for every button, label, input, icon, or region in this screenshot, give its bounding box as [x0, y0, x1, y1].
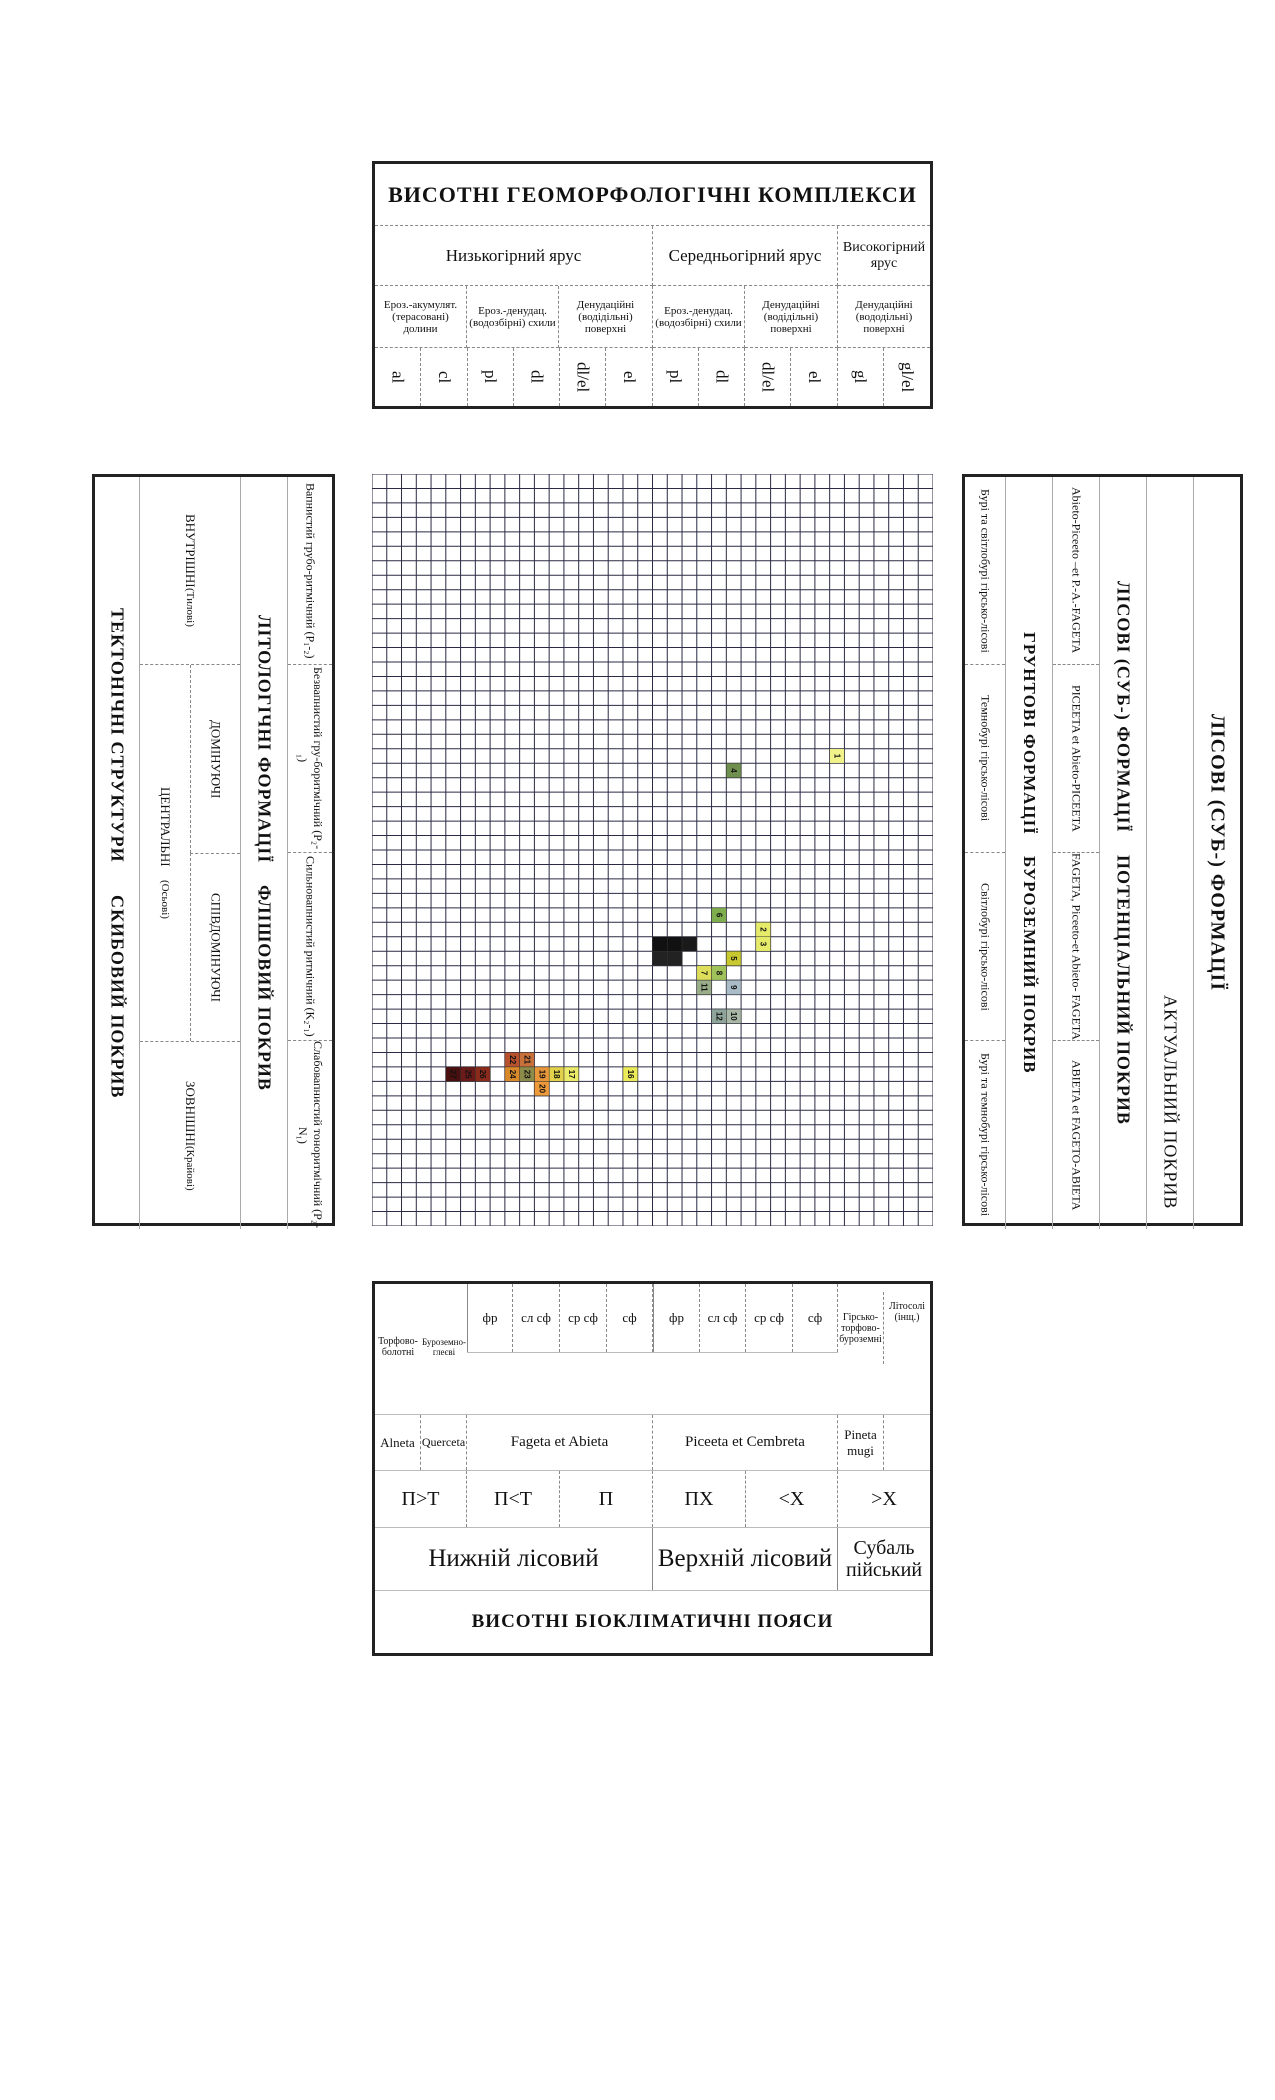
- soils-column: [965, 477, 1005, 1229]
- matrix-cell-number: 16: [625, 1069, 635, 1079]
- soil-label: Гірсько-торфово-буроземні: [838, 1292, 884, 1364]
- matrix-cell-number: 18: [552, 1069, 562, 1079]
- bottom-soils-row: [375, 1284, 930, 1414]
- burozem-cover-label: БУРОЗЕМНИЙ ПОКРИВ: [1020, 856, 1039, 1074]
- tecto-structures-title: ТЕКТОНІЧНІ СТРУКТУРИ: [107, 607, 128, 863]
- divider: [1052, 477, 1053, 1229]
- soil-type-cell: сф: [793, 1284, 838, 1352]
- matrix-cell-number: 8: [714, 970, 724, 976]
- matrix-cell-number: 9: [729, 985, 739, 990]
- code-cell: al: [375, 348, 421, 406]
- soil-type-cell: ср сф: [560, 1284, 607, 1352]
- lith-cell: Слабовапнистий тоноритмічний (P₂-N₁): [296, 1041, 325, 1229]
- forest-formations-title-repeat: ЛІСОВІ (СУБ-) ФОРМАЦІЇ: [1113, 581, 1134, 833]
- code-cell: el: [791, 348, 837, 406]
- matrix-cell-number: 27: [448, 1069, 458, 1079]
- lith-column: [288, 477, 332, 1229]
- code-cell: cl: [421, 348, 467, 406]
- matrix-cell: [667, 951, 682, 965]
- matrix-grid-svg: [372, 474, 933, 1226]
- outer-sublabel: (Крайові): [184, 1145, 196, 1191]
- soil-type-cell: сл сф: [700, 1284, 746, 1352]
- matrix-cell-number: 6: [714, 912, 724, 918]
- matrix-cell-number: 10: [729, 1011, 739, 1021]
- tier-low: Низькогірний ярус: [375, 226, 653, 286]
- soil-formations-title: ГРУНТОВІ ФОРМАЦІЇ: [1020, 632, 1039, 836]
- matrix-cell-number: 26: [478, 1069, 488, 1079]
- subgroup-surfaces-high: Денудаційні (вододільні) поверхні: [838, 286, 930, 348]
- dominant-cell: ДОМІНУЮЧІ: [190, 665, 240, 853]
- matrix-cell-number: 25: [463, 1069, 473, 1079]
- soil-type-cell: ср сф: [746, 1284, 793, 1352]
- formation-cell: PICEETA et Abieto-PICEETA: [1053, 665, 1099, 853]
- divider: [240, 477, 241, 1229]
- outer-label: ЗОВНІШНІ: [183, 1080, 198, 1146]
- matrix-cell-number: 1: [832, 753, 842, 759]
- actual-cover-label: АКТУАЛЬНИЙ ПОКРИВ: [1160, 994, 1181, 1209]
- soil-cell: Бурі та світлобурі гірсько-лісові: [965, 477, 1005, 665]
- divider: [139, 477, 140, 1229]
- divider: [1005, 477, 1006, 1229]
- soil-type-cell: фр: [653, 1284, 700, 1352]
- potential-cover-label: ПОТЕНЦІАЛЬНИЙ ПОКРИВ: [1113, 854, 1134, 1125]
- flysch-cover-label: ФЛІШОВИЙ ПОКРИВ: [254, 885, 275, 1092]
- lith-cell: Сильновапнистий ритмічний (K₂-₁): [288, 853, 332, 1041]
- soil-label: Буроземно-глеєві: [421, 1336, 466, 1357]
- matrix-cell-number: 21: [522, 1055, 532, 1065]
- soil-cell: Темнобурі гірсько-лісові: [965, 665, 1005, 853]
- matrix-cell-number: 7: [699, 970, 709, 976]
- code-cell: pl: [468, 348, 514, 406]
- divider: [287, 477, 288, 1229]
- code-cell: gl/el: [897, 361, 917, 393]
- divider: [1099, 477, 1100, 1229]
- tecto-row: [95, 477, 139, 1229]
- forest-formations-subtitle: [1100, 477, 1146, 1229]
- central-label: ЦЕНТРАЛЬНІ: [158, 787, 173, 867]
- matrix-cell-number: 23: [522, 1069, 532, 1079]
- outer-structure-cell: [140, 1041, 240, 1229]
- subgroup-valleys: Ероз.-акумулят. (терасовані) долини: [375, 286, 467, 348]
- tier-high: Високогірний ярус: [838, 226, 930, 286]
- central-structure-cell: [140, 665, 190, 1041]
- matrix-cell-number: 17: [566, 1069, 576, 1079]
- code-cell: el: [606, 348, 652, 406]
- formation-cell: Abieto-Piceeto –et P.-A.-FAGETA: [1053, 477, 1099, 665]
- matrix-cell: [682, 937, 697, 951]
- matrix-cell-number: 2: [758, 927, 768, 932]
- code-cell: gl: [838, 348, 884, 406]
- matrix-cell-number: 20: [537, 1084, 547, 1094]
- bioclimatic-panel: [372, 1281, 933, 1656]
- soil-label: Літосолі (інщ.): [888, 1301, 926, 1323]
- soil-label: Торфово-болотні: [378, 1335, 418, 1358]
- matrix-cell: [667, 937, 682, 951]
- climate-cell: П>Т: [375, 1471, 467, 1527]
- lith-formations-title: ЛІТОЛОГІЧНІ ФОРМАЦІЇ: [254, 614, 275, 864]
- climate-cell: ПХ: [653, 1471, 746, 1527]
- subgroup-slopes-low: Ероз.-денудац. (водозбірні) схили: [467, 286, 559, 348]
- lith-cell: Вапнистий грубо-ритмічний (P₁-₂): [288, 477, 332, 665]
- code-cell: dl/el: [745, 348, 791, 406]
- climate-cell: П: [560, 1471, 653, 1527]
- matrix-cell: [653, 951, 668, 965]
- formations-column: [1053, 477, 1099, 1229]
- veg-cell: Fageta et Abieta: [467, 1415, 653, 1470]
- matrix-cell-number: 19: [537, 1069, 547, 1079]
- litho-tecto-panel: [92, 474, 335, 1229]
- soil-type-cell: фр: [467, 1284, 513, 1352]
- veg-cell: Alneta: [375, 1415, 421, 1470]
- geomorph-panel: [372, 161, 933, 409]
- central-sublabel: (Осьові): [159, 879, 171, 919]
- climate-cell: <Х: [746, 1471, 838, 1527]
- veg-cell: Pineta mugi: [838, 1415, 884, 1470]
- soil-type-cell: сф: [607, 1284, 653, 1352]
- matrix-cell: [653, 937, 668, 951]
- lith-cell: Безвапнистий гру-боритмічний (P₂-₁): [288, 665, 332, 853]
- divider: [1146, 477, 1147, 1229]
- formation-cell: ABIETA et FAGETO-ABIETA: [1069, 1059, 1084, 1211]
- climate-cell: П<Т: [467, 1471, 560, 1527]
- matrix-grid: [372, 474, 933, 1226]
- lith-row: [241, 477, 287, 1229]
- subgroup-surfaces-mid: Денудаційні (водідільні) поверхні: [745, 286, 838, 348]
- skyba-cover-label: СКИБОВИЙ ПОКРИВ: [107, 895, 128, 1099]
- matrix-cell-number: 3: [758, 941, 768, 947]
- divider: [467, 1352, 838, 1353]
- divider: [1193, 477, 1194, 1229]
- belt-cell: Верхній лісовий: [653, 1528, 838, 1590]
- soil-type-cell: сл сф: [513, 1284, 560, 1352]
- inner-structure-cell: [140, 477, 240, 665]
- belt-cell: Нижній лісовий: [375, 1528, 653, 1590]
- matrix-cell-number: 24: [507, 1069, 517, 1079]
- soil-formations-row: [1006, 477, 1052, 1229]
- belt-cell: Субаль пійський: [845, 1537, 923, 1581]
- matrix-cell-number: 12: [714, 1011, 724, 1021]
- soil-cell: Світлобурі гірсько-лісові: [965, 853, 1005, 1041]
- forest-formations-title: ЛІСОВІ (СУБ-) ФОРМАЦІЇ: [1206, 714, 1229, 992]
- code-cell: dl/el: [560, 348, 606, 406]
- code-cell: dl: [514, 348, 560, 406]
- subgroup-surfaces-low: Денудаційні (водідільні) поверхні: [559, 286, 653, 348]
- forest-soil-panel: [962, 474, 1243, 1226]
- tier-mid: Середньогірний ярус: [653, 226, 838, 286]
- geomorph-title: ВИСОТНІ ГЕОМОРФОЛОГІЧНІ КОМПЛЕКСИ: [375, 164, 930, 226]
- climate-cell: >Х: [871, 1487, 897, 1510]
- veg-cell: Querceta: [421, 1415, 467, 1470]
- code-cell: dl: [699, 348, 745, 406]
- subgroup-slopes-mid: Ероз.-денудац. (водозбірні) схили: [653, 286, 745, 348]
- soil-cell: Бурі та темнобурі гірсько-лісові: [978, 1053, 993, 1217]
- veg-cell: Piceeta et Cembreta: [653, 1415, 838, 1470]
- geomorph-codes-row: [375, 348, 930, 406]
- inner-label: ВНУТРІШНІ: [183, 514, 198, 588]
- matrix-cell-number: 4: [729, 768, 739, 773]
- matrix-cell-number: 11: [699, 983, 709, 992]
- matrix-cell-number: 5: [729, 956, 739, 961]
- codominant-cell: СПІВДОМІНУЮЧІ: [190, 853, 240, 1041]
- tecto-structure-block: [140, 477, 240, 1229]
- formation-cell: FAGETA, Piceeto-et Abieto- FAGETA: [1053, 853, 1099, 1041]
- matrix-cell-number: 22: [507, 1055, 517, 1065]
- bioclimatic-title: ВИСОТНІ БІОКЛІМАТИЧНІ ПОЯСИ: [471, 1611, 834, 1632]
- code-cell: pl: [653, 348, 699, 406]
- inner-sublabel: (Тилові): [184, 587, 196, 627]
